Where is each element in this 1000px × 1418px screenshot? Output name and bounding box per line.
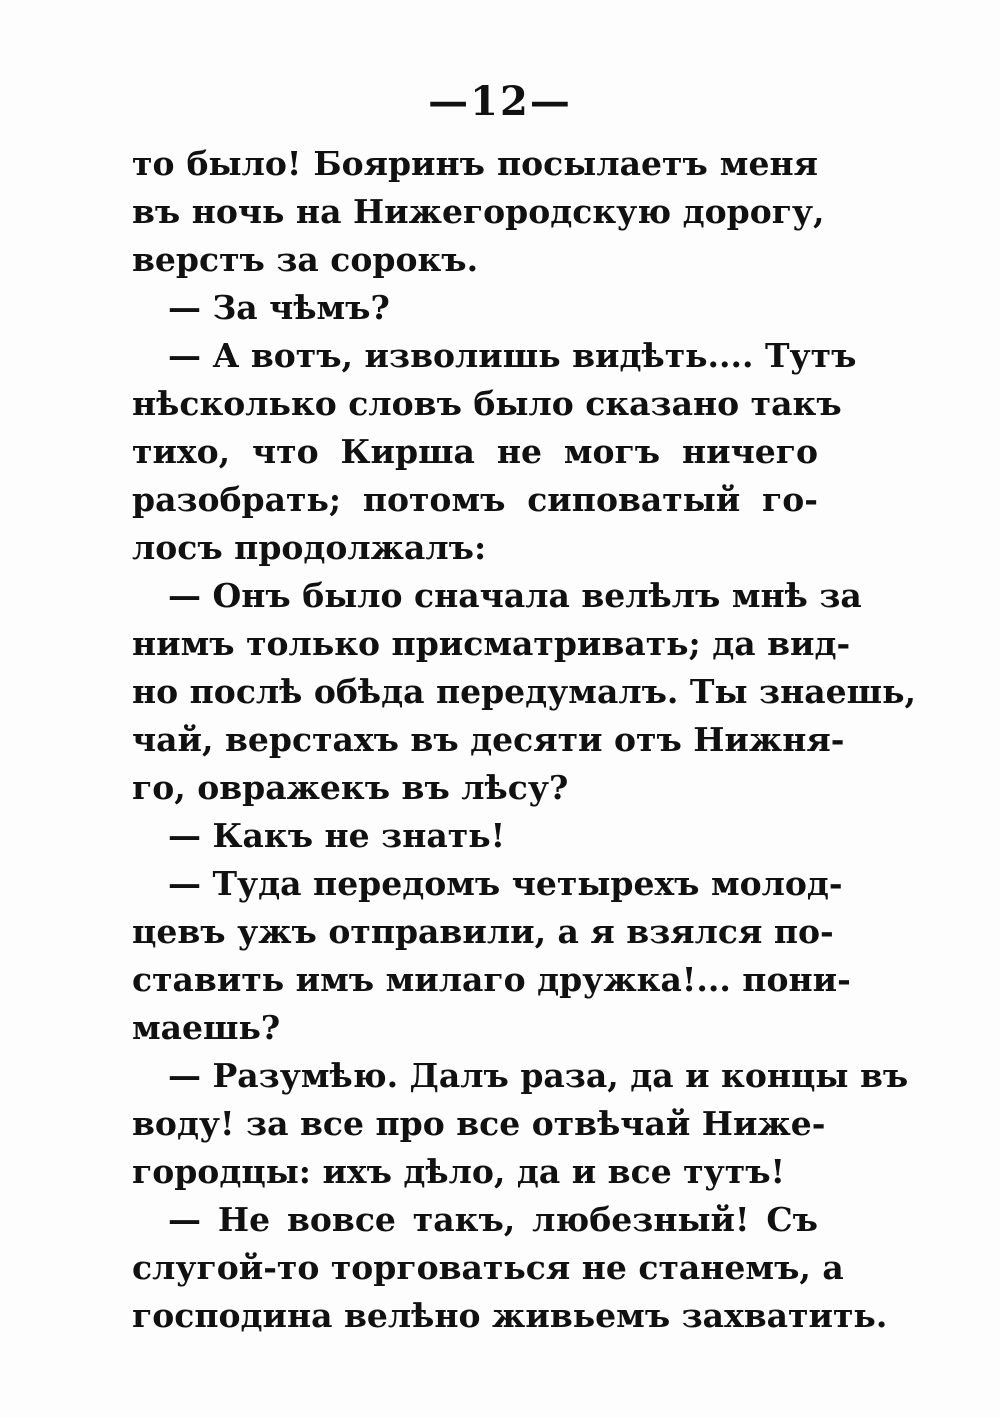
text-line: то было! Бояринъ посылаетъ меня bbox=[132, 144, 818, 183]
text-line: лосъ продолжалъ: bbox=[132, 528, 487, 567]
text-line: въ ночь на Нижегородскую дорогу, bbox=[132, 192, 825, 231]
text-line: — Разумѣю. Далъ раза, да и концы въ bbox=[168, 1056, 909, 1095]
text-line: воду! за все про все отвѣчай Ниже- bbox=[132, 1104, 826, 1143]
text-line: слугой-то торговаться не станемъ, а bbox=[132, 1248, 844, 1287]
text-line: — Не вовсе такъ, любезный! Съ bbox=[168, 1200, 818, 1239]
text-line: чай, верстахъ въ десяти отъ Нижня- bbox=[132, 720, 845, 759]
text-line: маешь? bbox=[132, 1008, 281, 1047]
text-line: цевъ ужъ отправили, а я взялся по- bbox=[132, 912, 834, 951]
text-line: — За чѣмъ? bbox=[168, 288, 390, 327]
text-line: — Онъ было сначала велѣлъ мнѣ за bbox=[168, 576, 862, 615]
text-line: городцы: ихъ дѣло, да и все тутъ! bbox=[132, 1152, 786, 1191]
body-text bbox=[132, 140, 916, 1340]
text-line: — Какъ не знать! bbox=[168, 816, 506, 855]
text-line: господина велѣно живьемъ захватить. bbox=[132, 1296, 888, 1335]
text-line: разобрать; потомъ сиповатый го- bbox=[132, 480, 818, 519]
text-line: тихо, что Кирша не могъ ничего bbox=[132, 432, 818, 471]
text-line: нимъ только присматривать; да вид- bbox=[132, 624, 851, 663]
text-line: верстъ за сорокъ. bbox=[132, 240, 479, 279]
text-line: — Туда передомъ четырехъ молод- bbox=[168, 864, 843, 903]
page-number: —12— bbox=[428, 78, 572, 125]
text-line: — А вотъ, изволишь видѣть.... Тутъ bbox=[168, 336, 857, 375]
text-line: ставить имъ милаго дружка!... пони- bbox=[132, 960, 851, 999]
text-line: нѣсколько словъ было сказано такъ bbox=[132, 384, 842, 423]
text-line: го, овражекъ въ лѣсу? bbox=[132, 768, 569, 807]
text-line: но послѣ обѣда передумалъ. Ты знаешь, bbox=[132, 672, 916, 711]
